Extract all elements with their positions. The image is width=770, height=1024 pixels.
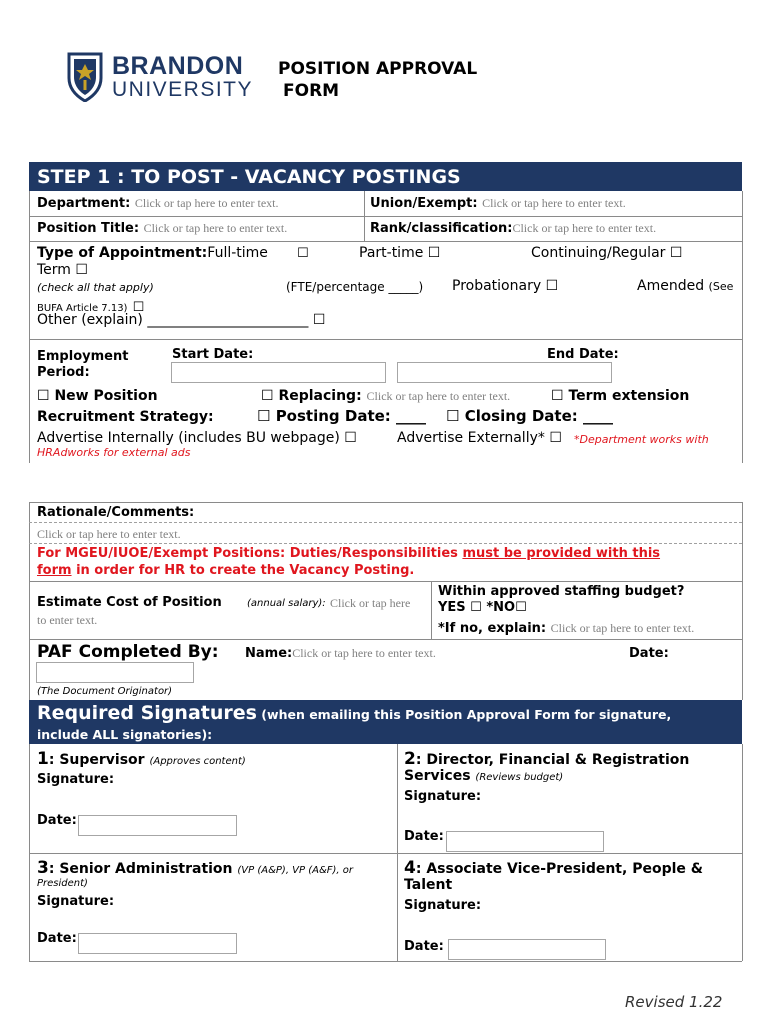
paf-date-label: Date: xyxy=(629,646,669,661)
budget-question: Within approved staffing budget? xyxy=(438,584,685,599)
replacing-input[interactable]: Click or tap here to enter text. xyxy=(366,389,511,403)
position-title-label: Position Title: Click or tap here to enter text. xyxy=(37,221,288,236)
bufa-note: BUFA Article 7.13) ☐ xyxy=(37,300,145,315)
signatory-4-date-label: Date: xyxy=(404,939,444,954)
border-right xyxy=(742,639,743,700)
term-extension-option: ☐ Term extension xyxy=(551,388,690,404)
replacing-option: ☐ Replacing: Click or tap here to enter text. xyxy=(261,388,511,404)
department-label: Department: Click or tap here to enter text. xyxy=(37,196,279,211)
border-left xyxy=(29,191,30,463)
explain-input[interactable]: Click or tap here to enter text. xyxy=(550,621,695,635)
new-position-checkbox[interactable]: ☐ xyxy=(37,388,50,404)
term-extension-checkbox[interactable]: ☐ xyxy=(551,388,564,404)
cost-input-line1[interactable]: Click or tap here xyxy=(330,596,411,610)
border-left xyxy=(29,639,30,700)
row-divider xyxy=(29,502,742,503)
department-note-1: *Department works with xyxy=(574,433,709,446)
probationary-option: Probationary ☐ xyxy=(452,278,559,294)
union-label: Union/Exempt: Click or tap here to enter text. xyxy=(370,196,626,211)
parttime-option: Part-time ☐ xyxy=(359,245,441,261)
paf-name-input[interactable]: Click or tap here to enter text. xyxy=(292,646,436,660)
department-note-2: HRAdworks for external ads xyxy=(37,446,191,459)
signatory-1-signature-label: Signature: xyxy=(37,772,115,787)
advertise-external-checkbox[interactable]: ☐ xyxy=(549,430,562,446)
signatory-2-signature-label: Signature: xyxy=(404,789,482,804)
advertise-internal-option: Advertise Internally (includes BU webpage) ☐ xyxy=(37,430,357,446)
signatory-3-title: 3: Senior Administration (VP (A&P), VP (A&F), or xyxy=(37,858,354,878)
start-date-label: Start Date: xyxy=(172,347,254,362)
signatory-3-note-2: President) xyxy=(37,878,88,889)
logo-line1: BRANDON xyxy=(112,52,244,80)
continuing-option: Continuing/Regular ☐ xyxy=(531,245,683,261)
row-divider xyxy=(29,581,742,582)
replacing-checkbox[interactable]: ☐ xyxy=(261,388,274,404)
employment-period-label-2: Period: xyxy=(37,365,90,380)
position-title-input[interactable]: Click or tap here to enter text. xyxy=(143,221,288,235)
revised-note: Revised 1.22 xyxy=(625,993,723,1011)
amended-checkbox[interactable]: ☐ xyxy=(132,300,145,315)
cost-input-line2[interactable]: to enter text. xyxy=(37,613,98,627)
signatory-1-date-input[interactable] xyxy=(78,815,237,836)
check-all-note: (check all that apply) xyxy=(37,281,154,294)
parttime-checkbox[interactable]: ☐ xyxy=(427,245,441,261)
continuing-checkbox[interactable]: ☐ xyxy=(669,245,683,261)
row-divider xyxy=(29,639,742,640)
signatory-1-title: 1: Supervisor (Approves content) xyxy=(37,749,246,769)
employment-period-label-1: Employment xyxy=(37,349,129,364)
row-divider xyxy=(29,241,742,242)
university-logo xyxy=(66,52,256,104)
advertise-external-option: Advertise Externally* ☐ xyxy=(397,430,562,446)
start-date-input[interactable] xyxy=(171,362,386,383)
signatory-2-date-input[interactable] xyxy=(446,831,604,852)
col-divider xyxy=(431,581,432,639)
signatory-3-signature-label: Signature: xyxy=(37,894,115,909)
logo-line2: UNIVERSITY xyxy=(112,78,254,101)
fulltime-checkbox[interactable]: ☐ xyxy=(297,246,309,261)
mgeu-note-line1: For MGEU/IUOE/Exempt Positions: Duties/Responsibilities must be provided with this xyxy=(37,546,661,561)
department-input[interactable]: Click or tap here to enter text. xyxy=(134,196,279,210)
form-title-line1: POSITION APPROVAL xyxy=(278,59,478,79)
type-of-appointment: Type of Appointment:Full-time xyxy=(37,245,268,261)
signatory-2-date-label: Date: xyxy=(404,829,444,844)
signatures-banner-sub: include ALL signatories): xyxy=(37,727,213,742)
posting-date-checkbox[interactable]: ☐ xyxy=(257,407,271,425)
border-right xyxy=(742,191,743,463)
signatory-4-signature-label: Signature: xyxy=(404,898,482,913)
row-divider xyxy=(29,216,742,217)
recruitment-label: Recruitment Strategy: xyxy=(37,409,214,425)
other-checkbox[interactable]: ☐ xyxy=(312,312,326,328)
form-title-line2: FORM xyxy=(283,81,340,101)
posting-date-option: ☐ Posting Date: ____ xyxy=(257,407,427,425)
paf-date-input[interactable] xyxy=(36,662,194,683)
amended-option: Amended (See xyxy=(637,278,734,294)
closing-date-option: ☐ Closing Date: ____ xyxy=(446,407,613,425)
dashed-rule xyxy=(29,522,742,523)
union-input[interactable]: Click or tap here to enter text. xyxy=(482,196,626,210)
new-position-option: ☐ New Position xyxy=(37,388,158,404)
signatures-banner-title: Required Signatures xyxy=(37,702,257,724)
border-right xyxy=(742,502,743,639)
mgeu-note-line2: form in order for HR to create the Vacancy Posting. xyxy=(37,563,415,578)
row-divider xyxy=(29,853,742,854)
step1-banner xyxy=(29,162,742,191)
rationale-label: Rationale/Comments: xyxy=(37,505,195,520)
rank-label: Rank/classification:Click or tap here to enter text. xyxy=(370,221,657,236)
rank-input[interactable]: Click or tap here to enter text. xyxy=(512,221,657,235)
explain-label: *If no, explain: Click or tap here to enter text. xyxy=(438,621,695,636)
term-option: Term ☐ xyxy=(37,262,88,278)
shield-icon xyxy=(66,52,104,102)
probationary-checkbox[interactable]: ☐ xyxy=(545,278,559,294)
signatures-banner: Required Signatures (when emailing this Position Approval Form for signature, include ALL signatories): xyxy=(29,700,742,744)
closing-date-checkbox[interactable]: ☐ xyxy=(446,407,460,425)
signatory-4-date-input[interactable] xyxy=(448,939,606,960)
term-checkbox[interactable]: ☐ xyxy=(75,262,88,278)
step1-banner-text: STEP 1 : TO POST - VACANCY POSTINGS xyxy=(37,166,461,188)
border-right xyxy=(742,744,743,961)
other-option: Other (explain) _______________________ ☐ xyxy=(37,312,326,328)
signatory-1-date-label: Date: xyxy=(37,813,77,828)
rationale-input[interactable]: Click or tap here to enter text. xyxy=(37,527,181,541)
signatory-2-title-2: Services (Reviews budget) xyxy=(404,768,564,784)
yes-no-checkboxes[interactable]: YES ☐ *NO☐ xyxy=(438,600,527,615)
end-date-input[interactable] xyxy=(397,362,612,383)
signatory-3-date-input[interactable] xyxy=(78,933,237,954)
row-divider xyxy=(29,339,742,340)
originator-note: (The Document Originator) xyxy=(37,686,173,697)
col-divider xyxy=(364,191,365,241)
paf-name-label: Name:Click or tap here to enter text. xyxy=(245,646,436,661)
end-date-label: End Date: xyxy=(547,347,619,362)
paf-label: PAF Completed By: xyxy=(37,642,219,662)
signatory-4-title: 4: Associate Vice-President, People & xyxy=(404,858,703,878)
cost-label: Estimate Cost of Position xyxy=(37,595,222,610)
advertise-internal-checkbox[interactable]: ☐ xyxy=(344,430,357,446)
signatory-3-date-label: Date: xyxy=(37,931,77,946)
fte-field: (FTE/percentage _____) xyxy=(286,280,424,294)
signatory-4-title-2: Talent xyxy=(404,877,453,893)
row-divider xyxy=(29,961,742,962)
annual-salary-note: (annual salary): xyxy=(247,598,326,609)
signatory-2-title: 2: Director, Financial & Registration xyxy=(404,749,690,769)
dashed-rule xyxy=(29,543,742,544)
